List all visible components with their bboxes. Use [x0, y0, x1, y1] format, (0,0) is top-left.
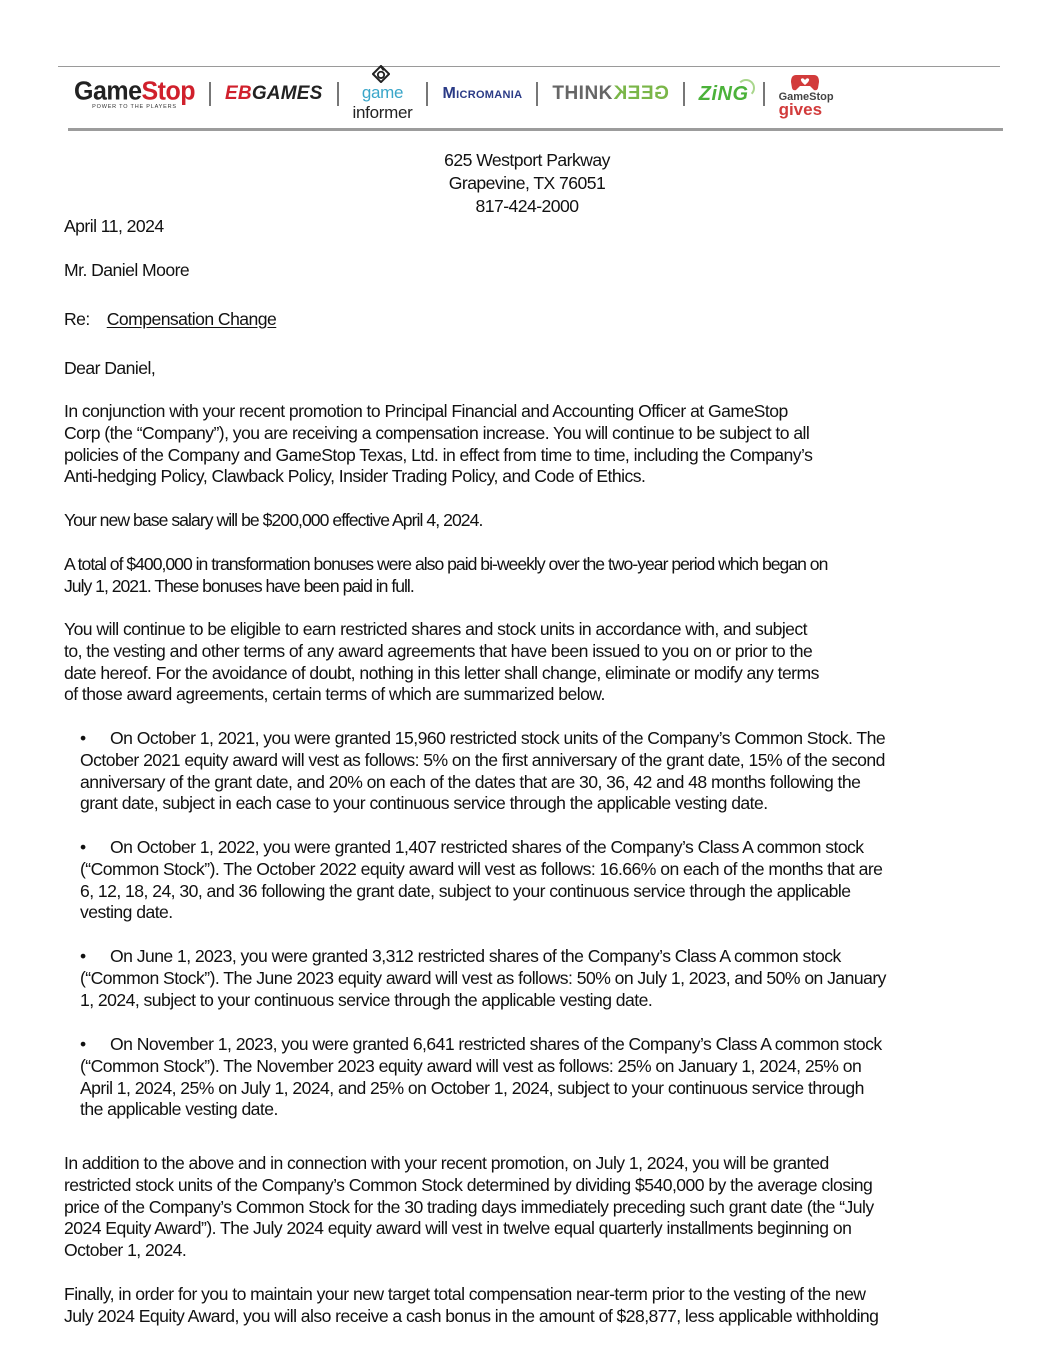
re-subject: Compensation Change [106, 309, 277, 329]
recipient-name: Mr. Daniel Moore [64, 260, 190, 280]
letterhead-logos [74, 74, 1004, 122]
paragraph-base-salary: Your new base salary will be $200,000 effective April 4, 2024. [64, 510, 483, 530]
bullet-item-oct-2021: • On October 1, 2021, you were granted 15,960 restricted stock units of the Company’s Common Stock. The October 2021 equity award will vest as follows: 5% on the first anniversary of the grant date, 15% of the second anniversary of the grant date, and 20% on each of the dates that are 30, 36, 42 and 48 months following the grant date, subject in each case to your continuous service through the applicable vesting date. [80, 728, 886, 814]
re-label: Re: [64, 309, 90, 329]
gamestop-gives-logo: GameStop gives [779, 72, 834, 116]
bullet-icon: • [80, 728, 86, 748]
paragraph-cash-bonus: Finally, in order for you to maintain your new target total compensation near-term prior to the vesting of the new July 2024 Equity Award, you will also receive a cash bonus in the amount of $28,877, less applicable withholding [64, 1284, 879, 1326]
logo-divider [426, 82, 428, 106]
gamestop-logo: GameStop POWER TO THE PLAYERS [74, 75, 196, 110]
zing-signal-icon [737, 79, 755, 97]
gamestop-tagline: POWER TO THE PLAYERS [92, 103, 177, 110]
letter-date: April 11, 2024 [64, 216, 164, 236]
address-street: 625 Westport Parkway [444, 150, 610, 170]
gameinformer-logo: game informer [353, 65, 413, 123]
logo-divider [536, 82, 538, 106]
zing-logo: ZiNG [699, 83, 749, 106]
bullet-item-jun-2023: • On June 1, 2023, you were granted 3,312 restricted shares of the Company’s Class A common stock (“Common Stock”). The June 2023 equity award will vest as follows: 50% on July 1, 2023, and 50% on January 1, 2024, subject to your continuous service through the applicable vesting date. [80, 946, 886, 1010]
micromania-logo: Micromania [442, 85, 523, 102]
salutation: Dear Daniel, [64, 358, 156, 378]
ebgames-logo: EBGAMES [225, 83, 323, 104]
controller-heart-icon [790, 72, 820, 92]
address-city: Grapevine, TX 76051 [448, 173, 606, 193]
bullet-item-oct-2022: • On October 1, 2022, you were granted 1,407 restricted shares of the Company’s Class A common stock (“Common Stock”). The October 2022 equity award will vest as follows: 16.66% on each of the months that are 6, 12, 18, 24, 30, and 36 following the grant date, subject to your continuous service through the applicable vesting date. [80, 837, 883, 923]
paragraph-eligibility: You will continue to be eligible to earn restricted shares and stock units in accordance with, and subject to, the vesting and other terms of any award agreements that have been issued to you on or prior to the date hereof. For the avoidance of doubt, nothing in this letter shall change, eliminate or modify any terms of those award agreements, certain terms of which are summarized below. [64, 619, 819, 705]
letterhead-bottom-rule [68, 128, 1003, 131]
logo-divider [337, 82, 339, 106]
paragraph-transformation-bonus: A total of $400,000 in transformation bonuses were also paid bi-weekly over the two-year period which began on July 1, 2021. These bonuses have been paid in full. [64, 554, 828, 596]
company-address [427, 149, 627, 218]
re-line [64, 309, 276, 331]
gameinformer-diamond-icon [372, 65, 390, 83]
paragraph-promotion: In conjunction with your recent promotion to Principal Financial and Accounting Officer at GameStop Corp (the “Company”), you are receiving a compensation increase. You will continue to be subject to all policies of the Company and GameStop Texas, Ltd. in effect from time to time, including the Company’s Anti-hedging Policy, Clawback Policy, Insider Trading Policy, and Code of Ethics. [64, 401, 813, 487]
logo-divider [683, 82, 685, 106]
bullet-icon: • [80, 837, 86, 857]
bullet-item-nov-2023: • On November 1, 2023, you were granted 6,641 restricted shares of the Company’s Class A common stock (“Common Stock”). The November 2023 equity award will vest as follows: 25% on January 1, 2024, 25% on April 1, 2024, 25% on July 1, 2024, and 25% on October 1, 2024, subject to your continuous service through the applicable vesting date. [80, 1034, 882, 1120]
logo-divider [209, 82, 211, 106]
bullet-icon: • [80, 1034, 86, 1054]
address-phone: 817-424-2000 [475, 196, 579, 216]
bullet-icon: • [80, 946, 86, 966]
thinkgeek-logo: THINKGEEK [552, 83, 669, 104]
paragraph-july-2024-equity-award: In addition to the above and in connection with your recent promotion, on July 1, 2024, you will be granted restricted stock units of the Company’s Common Stock determined by dividing $540,000 by the average closing price of the Company’s Common Stock for the 30 trading days immediately preceding such grant date (the “July 2024 Equity Award”). The July 2024 equity award will vest in twelve equal quarterly installments beginning on October 1, 2024. [64, 1153, 874, 1261]
logo-divider [763, 82, 765, 106]
letterhead-top-rule [58, 66, 1000, 67]
